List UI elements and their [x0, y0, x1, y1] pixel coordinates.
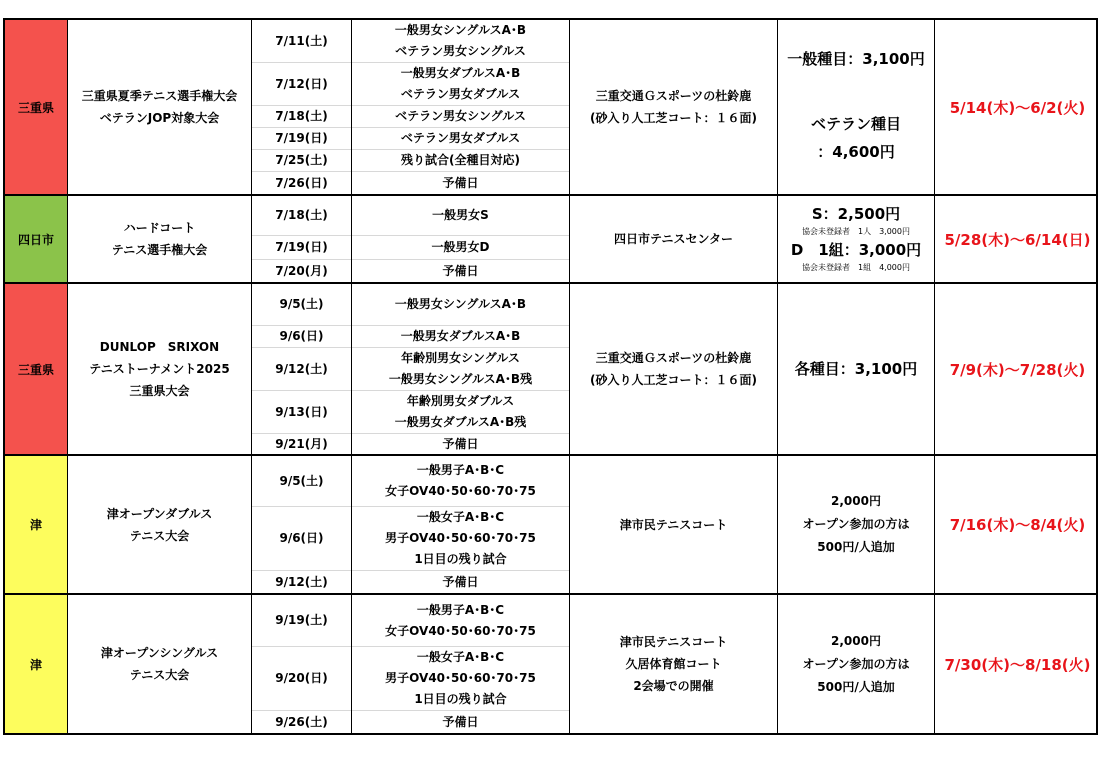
venue-cell: 三重交通Ｇスポーツの杜鈴鹿 (砂入り人工芝コート：１６面): [570, 20, 778, 194]
date-item: 9/26(土): [275, 714, 328, 729]
dates-cell: [252, 284, 352, 454]
fee-cell: 2,000円 オープン参加の方は 500円/人追加: [778, 595, 935, 733]
event-item: 一般男女ダブルスA･B ベテラン男女ダブルス: [352, 63, 569, 106]
fee-cell: 各種目：3,100円: [778, 284, 935, 454]
dates-cell: [252, 196, 352, 282]
event-item: 予備日: [442, 436, 479, 451]
date-item: 9/6(日): [252, 326, 351, 348]
tournament-name-cell: ハードコート テニス選手権大会: [68, 196, 252, 282]
date-item: 7/26(日): [275, 175, 328, 190]
date-item: 9/5(土): [252, 284, 351, 326]
table-row: [5, 284, 1096, 456]
entry-period-cell: 7/30(木)～8/18(火): [944, 655, 1091, 674]
event-item: 一般女子A･B･C 男子OV40･50･60･70･75 1日目の残り試合: [352, 647, 569, 711]
event-item: 一般男女ダブルスA･B: [352, 326, 569, 348]
date-item: 9/12(土): [275, 574, 328, 589]
table-row: [5, 20, 1096, 196]
date-item: 9/12(土): [252, 348, 351, 391]
events-cell: [352, 284, 570, 454]
fee-cell: 一般種目：3,100円 ベテラン種目 ：4,600円: [778, 20, 935, 194]
date-item: 9/6(日): [252, 507, 351, 571]
table-row: [5, 196, 1096, 284]
dates-cell: [252, 456, 352, 593]
entry-period-cell: 5/28(木)～6/14(日): [944, 230, 1091, 249]
event-item: 予備日: [442, 175, 479, 190]
event-item: 一般男女D: [352, 236, 569, 260]
event-item: 予備日: [442, 574, 479, 589]
date-item: 7/12(日): [252, 63, 351, 106]
date-item: 7/18(土): [252, 106, 351, 128]
venue-cell: 津市民テニスコート: [570, 456, 778, 593]
event-item: 一般男女S: [352, 196, 569, 236]
date-item: 7/25(土): [252, 150, 351, 172]
event-item: 年齢別男女ダブルス 一般男女ダブルスA･B残: [352, 391, 569, 434]
tournament-name-cell: DUNLOP SRIXON テニストーナメント2025 三重県大会: [68, 284, 252, 454]
table-row: [5, 595, 1096, 733]
date-item: 9/13(日): [252, 391, 351, 434]
region-cell: 三重県: [5, 284, 68, 454]
tournament-name-cell: 津オープンシングルス テニス大会: [68, 595, 252, 733]
event-item: 年齢別男女シングルス 一般男女シングルスA･B残: [352, 348, 569, 391]
events-cell: [352, 196, 570, 282]
event-item: 残り試合(全種目対応): [352, 150, 569, 172]
event-item: 一般男女シングルスA･B ベテラン男女シングルス: [352, 20, 569, 63]
event-item: 一般男女シングルスA･B: [352, 284, 569, 326]
event-item: 一般女子A･B･C 男子OV40･50･60･70･75 1日目の残り試合: [352, 507, 569, 571]
dates-cell: [252, 595, 352, 733]
date-item: 7/19(日): [252, 236, 351, 260]
tournament-schedule-table: [3, 18, 1098, 735]
entry-period-cell: 7/9(木)～7/28(火): [949, 360, 1086, 379]
venue-cell: 三重交通Ｇスポーツの杜鈴鹿 (砂入り人工芝コート：１６面): [570, 284, 778, 454]
event-item: 一般男子A･B･C 女子OV40･50･60･70･75: [352, 456, 569, 507]
entry-period-cell: 7/16(木)～8/4(火): [949, 516, 1086, 534]
events-cell: [352, 456, 570, 593]
event-item: 予備日: [442, 714, 479, 729]
event-item: ベテラン男女ダブルス: [352, 128, 569, 150]
venue-cell: 四日市テニスセンター: [570, 196, 778, 282]
venue-cell: 津市民テニスコート 久居体育館コート 2会場での開催: [570, 595, 778, 733]
fee-cell: S：2,500円 協会未登録者 1人 3,000円 D 1組：3,000円 協会未登録者 1組 4,000円: [778, 196, 935, 282]
date-item: 7/20(月): [275, 263, 328, 278]
date-item: 7/11(土): [252, 20, 351, 63]
date-item: 9/21(月): [275, 436, 328, 451]
event-item: 一般男子A･B･C 女子OV40･50･60･70･75: [352, 595, 569, 647]
events-cell: [352, 20, 570, 194]
date-item: 9/5(土): [252, 456, 351, 507]
region-cell: 津: [5, 456, 68, 593]
tournament-name-cell: 津オープンダブルス テニス大会: [68, 456, 252, 593]
events-cell: [352, 595, 570, 733]
entry-period-cell: 5/14(木)～6/2(火): [949, 98, 1086, 117]
date-item: 7/18(土): [252, 196, 351, 236]
region-cell: 四日市: [5, 196, 68, 282]
region-cell: 三重県: [5, 20, 68, 194]
tournament-name-cell: 三重県夏季テニス選手権大会 ベテランJOP対象大会: [68, 20, 252, 194]
region-cell: 津: [5, 595, 68, 733]
date-item: 7/19(日): [252, 128, 351, 150]
dates-cell: [252, 20, 352, 194]
date-item: 9/19(土): [252, 595, 351, 647]
event-item: 予備日: [442, 263, 479, 278]
fee-cell: 2,000円 オープン参加の方は 500円/人追加: [778, 456, 935, 593]
table-row: [5, 456, 1096, 595]
event-item: ベテラン男女シングルス: [352, 106, 569, 128]
date-item: 9/20(日): [252, 647, 351, 711]
